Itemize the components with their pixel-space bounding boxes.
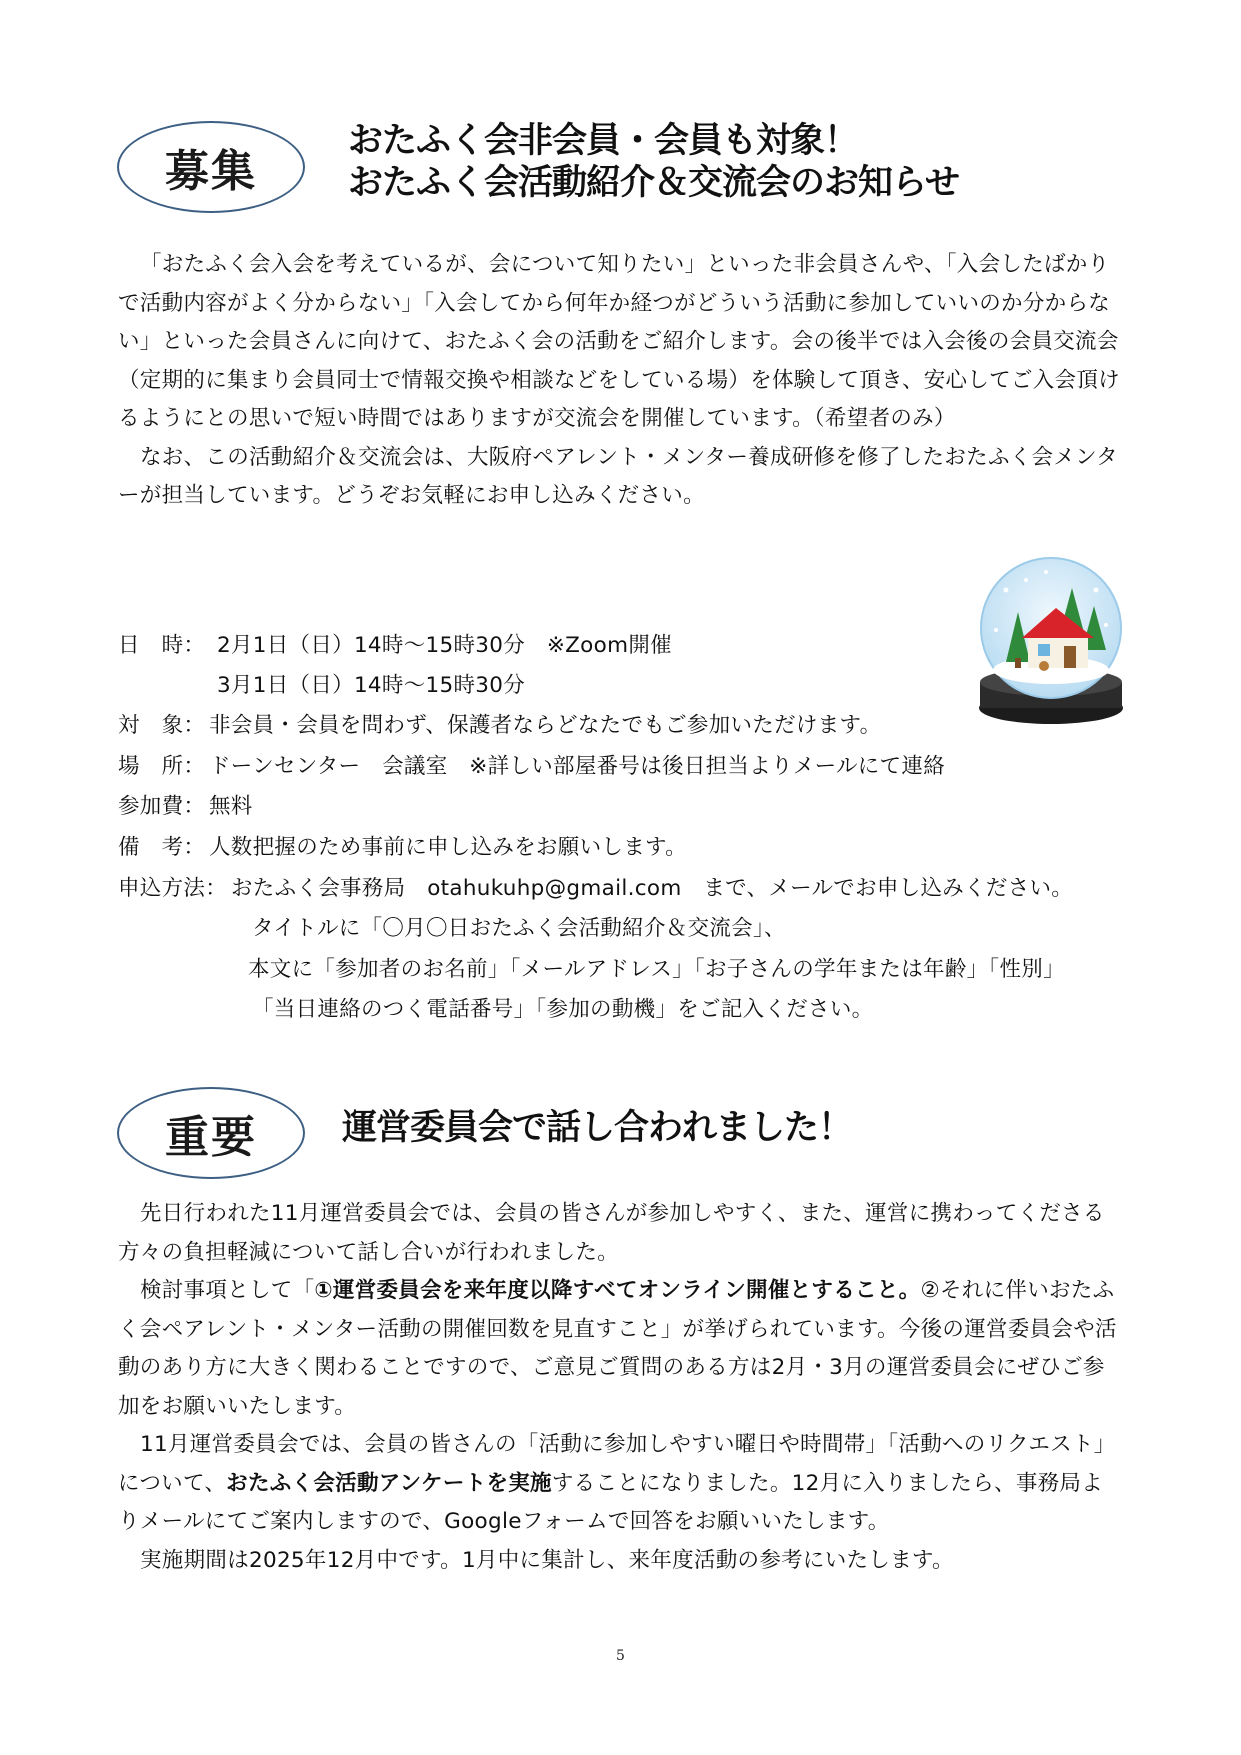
apply-title-instruction: タイトルに「〇月〇日おたふく会活動紹介＆交流会」、 [252,916,786,941]
target-label: 対 象： [118,713,206,738]
section2-headline: 運営委員会で話し合われました！ [342,1108,853,1148]
recruit-badge-label: 募集 [165,146,257,197]
section2-paragraph2 [118,1272,1123,1426]
section2-p2-after: ②それに伴いおたふく会ペアレント・メンター活動の開催回数を見直すこと」が挙げられています。今後の運営委員会や活動のあり方に大きく関わることですので、ご意見ご質問のある方は2月・3月の運営委員会にぜひご参加をお願いいたします。 [118,1278,1117,1419]
place-label: 場 所： [118,754,206,779]
snow-globe-icon [966,550,1136,730]
important-badge-label: 重要 [165,1112,257,1163]
date-value-1: 2月1日（日）14時～15時30分 ※Zoom開催 [217,633,672,658]
date-value-2: 3月1日（日）14時～15時30分 [217,673,526,698]
section1-headline-line1: おたふく会非会員・会員も対象！ [348,121,859,161]
section1-headline-line2: おたふく会活動紹介＆交流会のお知らせ [348,163,959,203]
page-number: 5 [616,1648,625,1664]
place-value: ドーンセンター 会議室 ※詳しい部屋番号は後日担当よりメールにて連絡 [209,754,945,779]
apply-body-instruction-2: 「当日連絡のつく電話番号」「参加の動機」をご記入ください。 [252,997,874,1022]
target-value: 非会員・会員を問わず、保護者ならどなたでもご参加いただけます。 [209,713,882,738]
important-badge [117,1087,305,1179]
section2-paragraph4: 実施期間は2025年12月中です。1月中に集計し、来年度活動の参考にいたします。 [140,1547,954,1573]
section1-paragraph2: なお、この活動紹介＆交流会は、大阪府ペアレント・メンター養成研修を修了したおたふく会メンターが担当しています。どうぞお気軽にお申し込みください。 [118,444,1118,508]
section2-p2-before: 検討事項として「 [140,1278,315,1303]
section1-paragraph1: 「おたふく会入会を考えているが、会について知りたい」といった非会員さんや、「入会したばかりで活動内容がよく分からない」「入会してから何年か経つがどういう活動に参加していいのか分からない」といった会員さんに向けて、おたふく会の活動をご紹介します。会の後半では入会後の会員交流会（定期的に集まり会員同士で情報交換や相談などをしている場）を体験して頂き、安心してご入会頂けるようにとの思いで短い時間ではありますが交流会を開催しています。（希望者のみ） [118,252,1120,431]
recruit-badge [117,121,305,213]
note-value: 人数把握のため事前に申し込みをお願いします。 [209,835,687,860]
apply-body-instruction-1: 本文に「参加者のお名前」「メールアドレス」「お子さんの学年または年齢」「性別」 [248,957,1065,982]
apply-label: 申込方法： [118,876,228,901]
section2-paragraph1: 先日行われた11月運営委員会では、会員の皆さんが参加しやすく、また、運営に携わってくださる方々の負担軽減について話し合いが行われました。 [118,1201,1105,1265]
section2-paragraph3 [118,1426,1123,1542]
fee-value: 無料 [209,794,253,819]
section1-body [118,246,1123,516]
section2-p3-after: することになりました。12月に入りましたら、事務局よりメールにてご案内しますので、Googleフォームで回答をお願いいたします。 [118,1470,1104,1534]
date-label: 日 時： [118,633,206,658]
note-label: 備 考： [118,835,206,860]
section2-p3-bold: おたふく会活動アンケートを実施 [226,1470,552,1496]
section2-p2-bold: ①運営委員会を来年度以降すべてオンライン開催とすること。 [314,1278,921,1303]
section2-p3-before: 11月運営委員会では、会員の皆さんの「活動に参加しやすい曜日や時間帯」「活動へのリクエスト」について、 [118,1432,1116,1496]
apply-value: おたふく会事務局 otahukuhp@gmail.com まで、メールでお申し込みください。 [231,876,1074,901]
fee-label: 参加費： [118,794,206,819]
section2-body [118,1195,1123,1580]
